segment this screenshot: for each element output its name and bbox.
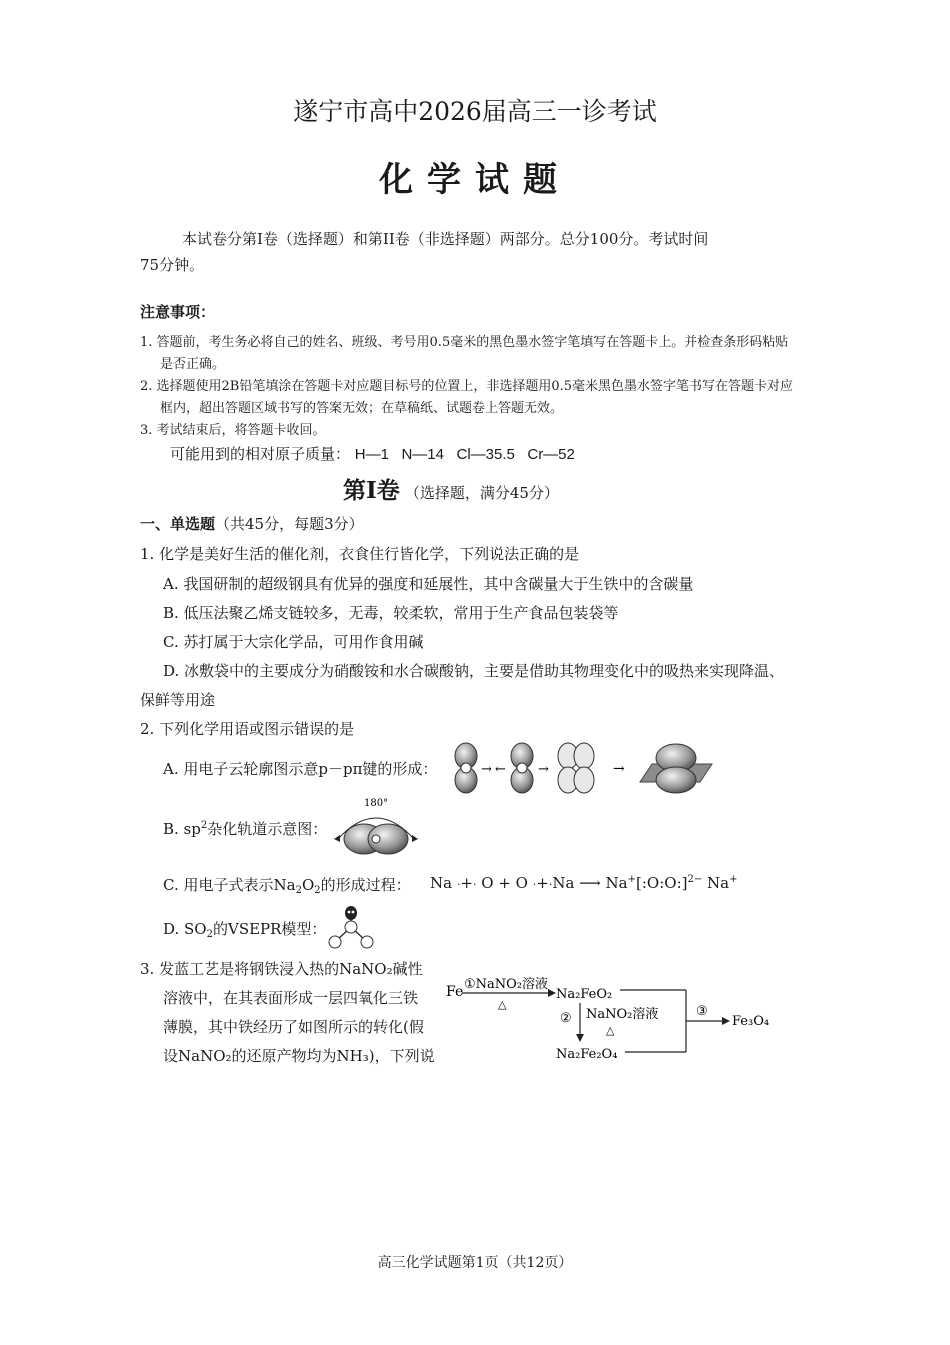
q3-line-2: 溶液中，在其表面形成一层四氧化三铁 xyxy=(163,989,419,1007)
arrow-icon: → xyxy=(481,762,492,777)
scheme-step2: ② xyxy=(560,1011,572,1026)
p-orbital-overlap xyxy=(558,743,594,793)
o-atom: O xyxy=(646,874,660,892)
q2-option-c-mid: O xyxy=(301,876,315,894)
intro-line-1: 本试卷分第Ⅰ卷（选择题）和第II卷（非选择题）两部分。总分100分。考试时间 xyxy=(182,230,709,248)
scheme-step3: ③ xyxy=(696,1004,708,1019)
q2-option-c-sub2: 2 xyxy=(314,885,321,896)
page-footer: 高三化学试题第1页（共12页） xyxy=(377,1255,573,1271)
part-heading-main: 一、单选题 xyxy=(140,515,216,533)
reaction-arrow-icon: ⟶ xyxy=(579,874,601,892)
part-heading xyxy=(140,513,364,534)
q2-stem: 2. 下列化学用语或图示错误的是 xyxy=(140,720,355,738)
sp2-orbital-diagram xyxy=(330,795,422,861)
so2-vsepr-model xyxy=(326,903,376,951)
arrow-icon: ← xyxy=(495,762,506,777)
atomic-mass-values: H—1 N—14 Cl—35.5 Cr—52 xyxy=(354,446,575,463)
bluing-reaction-scheme xyxy=(440,968,785,1066)
section-title-note: （选择题，满分45分） xyxy=(404,484,559,502)
na-charge: + xyxy=(627,874,636,885)
q2-option-d-post: 的VSEPR模型： xyxy=(212,920,327,938)
o-atom: O xyxy=(664,874,677,892)
notice-item-1-cont: 是否正确。 xyxy=(160,357,226,372)
exam-title: 遂宁市高中2026届高三一诊考试 xyxy=(293,97,657,126)
part-heading-note: （共45分，每题3分） xyxy=(215,515,364,533)
q2-option-a: A. 用电子云轮廓图示意p－pπ键的形成： xyxy=(163,760,438,778)
arrow-icon: → xyxy=(613,761,625,777)
q2-option-d-pre: D. SO xyxy=(163,920,207,938)
section-title-main: 第Ⅰ卷 xyxy=(343,477,400,504)
plus-sign: + xyxy=(460,874,473,892)
scheme-delta: △ xyxy=(498,998,507,1011)
scheme-na2fe2o4: Na₂Fe₂O₄ xyxy=(556,1047,618,1062)
notice-item-1: 1. 答题前，考生务必将自己的姓名、班级、考号用0.5毫米的黑色墨水签字笔填写在答题卡上。并检查条形码粘贴 xyxy=(140,335,789,350)
subject-title: 化学试题 xyxy=(379,160,571,200)
electron-dot: · xyxy=(456,878,461,891)
pi-bond-result xyxy=(640,744,712,793)
q2-option-b xyxy=(163,818,327,839)
q2-option-c-post: 的形成过程： xyxy=(320,876,411,894)
arrow-icon: → xyxy=(538,762,549,777)
angle-label: 180° xyxy=(364,798,389,809)
notice-item-3: 3. 考试结束后，将答题卡收回。 xyxy=(140,423,326,438)
na-atom: Na xyxy=(430,874,453,892)
q2-option-c-pre: C. 用电子式表示Na xyxy=(163,876,296,894)
p-p-pi-bond-diagram xyxy=(450,738,720,798)
q2-option-b-post: 杂化轨道示意图： xyxy=(207,820,328,838)
na-charge: + xyxy=(729,874,738,885)
scheme-na2feo2: Na₂FeO₂ xyxy=(556,987,613,1002)
q3-line-1: 3. 发蓝工艺是将钢铁浸入热的NaNO₂碱性 xyxy=(140,960,423,978)
q1-option-b: B. 低压法聚乙烯支链较多，无毒，较柔软，常用于生产食品包装袋等 xyxy=(163,604,619,622)
notice-item-2: 2. 选择题使用2B铅笔填涂在答题卡对应题目标号的位置上，非选择题用0.5毫米黑色墨水签字笔书写在答题卡对应 xyxy=(140,379,794,394)
q2-option-d-sub: 2 xyxy=(206,929,213,940)
q2-option-b-pre: B. sp xyxy=(163,820,201,838)
p-orbital-pair-2 xyxy=(511,743,533,793)
atomic-mass-label-text: 可能用到的相对原子质量： xyxy=(170,445,351,463)
scheme-fe3o4: Fe₃O₄ xyxy=(732,1014,770,1029)
q3-line-3: 薄膜，其中铁经历了如图所示的转化(假 xyxy=(163,1018,424,1036)
q1-stem: 1. 化学是美好生活的催化剂，衣食住行皆化学，下列说法正确的是 xyxy=(140,545,580,563)
electron-dot: · xyxy=(548,878,553,891)
peroxide-charge: 2− xyxy=(687,874,703,885)
q2-option-c-sub1: 2 xyxy=(295,885,302,896)
scheme-fe: Fe xyxy=(446,984,464,1000)
electron-formula: Na ·+· O + O ·+·Na ⟶ Na+[:O:O:]$^{2-}$ Na+ xyxy=(430,874,738,892)
na-atom: Na xyxy=(552,874,575,892)
q1-option-c: C. 苏打属于大宗化学品，可用作食用碱 xyxy=(163,633,424,651)
q3-line-4: 设NaNO₂的还原产物均为NH₃)，下列说 xyxy=(163,1047,435,1065)
electron-dot: · xyxy=(532,878,537,891)
scheme-delta: △ xyxy=(606,1024,615,1037)
q1-option-d: D. 冰敷袋中的主要成分为硝酸铵和水合碳酸钠，主要是借助其物理变化中的吸热来实现降温、 xyxy=(163,662,785,680)
q1-option-d-cont: 保鲜等用途 xyxy=(140,691,216,709)
q1-option-a: A. 我国研制的超级钢具有优异的强度和延展性，其中含碳量大于生铁中的含碳量 xyxy=(163,575,694,593)
na-atom: Na xyxy=(605,874,628,892)
intro-line-2: 75分钟。 xyxy=(140,256,205,274)
electron-dot: · xyxy=(472,878,477,891)
atomic-mass-label xyxy=(170,443,575,464)
o-atom: O xyxy=(515,874,528,892)
p-orbital-pair-1 xyxy=(455,743,477,793)
o-atom: O xyxy=(481,874,494,892)
q2-option-d xyxy=(163,918,326,940)
scheme-step2-reagent: NaNO₂溶液 xyxy=(586,1007,659,1022)
plus-sign: + xyxy=(536,874,549,892)
na-atom: Na xyxy=(707,874,730,892)
plus-sign: + xyxy=(498,874,511,892)
q2-option-b-sup: 2 xyxy=(200,820,208,831)
notice-heading: 注意事项： xyxy=(140,303,216,321)
notice-item-2-cont: 框内，超出答题区域书写的答案无效；在草稿纸、试题卷上答题无效。 xyxy=(160,401,564,416)
section-title xyxy=(343,472,559,505)
q2-option-c xyxy=(163,874,411,896)
scheme-step1: ①NaNO₂溶液 xyxy=(464,977,549,992)
